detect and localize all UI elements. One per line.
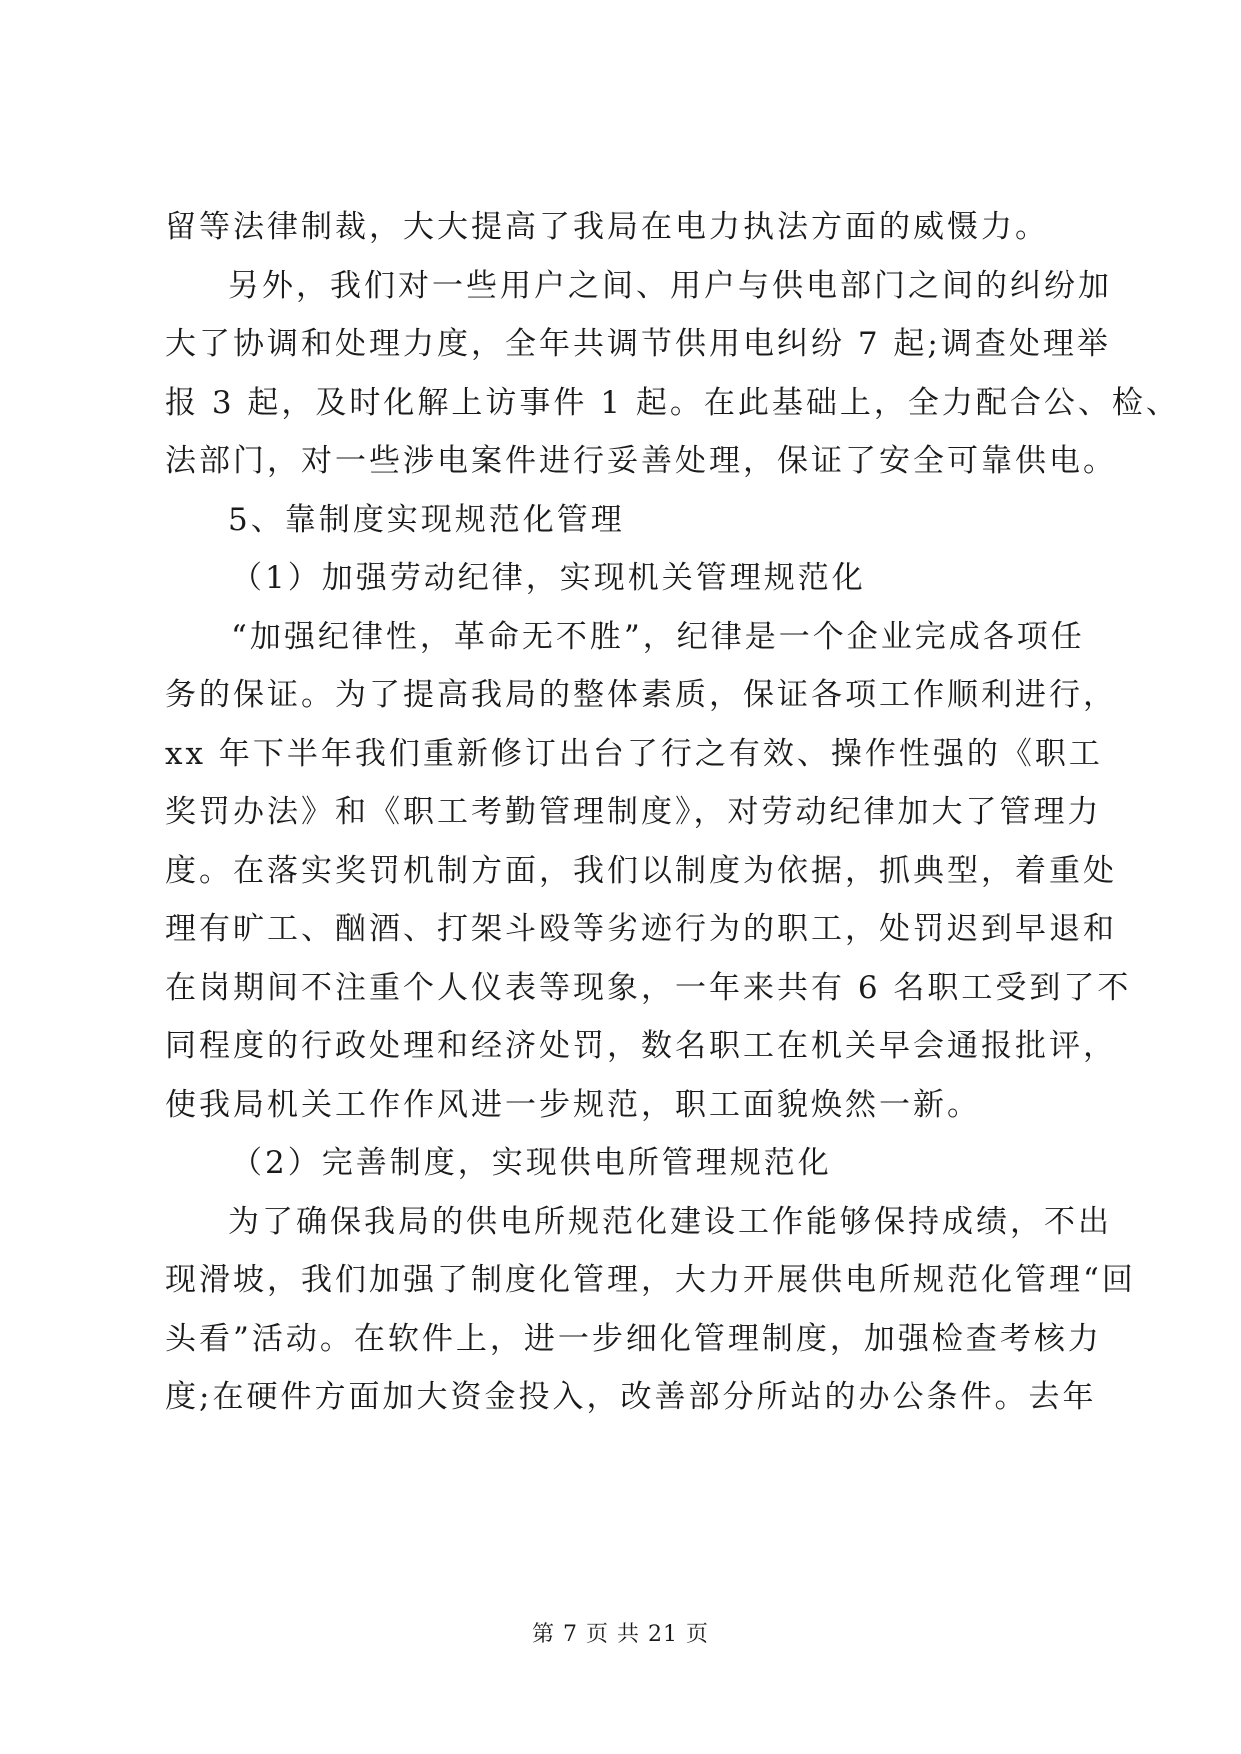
document-body	[165, 198, 1180, 1427]
text-line: 奖罚办法》和《职工考勤管理制度》，对劳动纪律加大了管理力	[165, 794, 1102, 830]
text-line: 另外，我们对一些用户之间、用户与供电部门之间的纠纷加	[228, 267, 1112, 304]
text-line: 在岗期间不注重个人仪表等现象，一年来共有 6 名职工受到了不	[165, 969, 1132, 1006]
subsection-heading: （1）加强劳动纪律，实现机关管理规范化	[231, 560, 866, 596]
text-line: 报 3 起，及时化解上访事件 1 起。在此基础上，全力配合公、检、	[165, 384, 1180, 421]
text-line: xx 年下半年我们重新修订出台了行之有效、操作性强的《职工	[165, 735, 1103, 772]
section-heading: 5、靠制度实现规范化管理	[228, 501, 625, 538]
text-line: 使我局机关工作作风进一步规范，职工面貌焕然一新。	[165, 1086, 981, 1123]
subsection-heading: （2）完善制度，实现供电所管理规范化	[231, 1145, 832, 1181]
text-line: 理有旷工、酗酒、打架斗殴等劣迹行为的职工，处罚迟到早退和	[165, 911, 1117, 947]
text-line: 头看”活动。在软件上，进一步细化管理制度，加强检查考核力	[165, 1320, 1102, 1357]
text-line: 大了协调和处理力度，全年共调节供用电纠纷 7 起;调查处理举	[165, 326, 1111, 362]
text-line: 同程度的行政处理和经济处罚，数名职工在机关早会通报批评，	[165, 1028, 1117, 1064]
text-line: 留等法律制裁，大大提高了我局在电力执法方面的威慑力。	[165, 209, 1049, 245]
text-line: 为了确保我局的供电所规范化建设工作能够保持成绩，不出	[228, 1203, 1112, 1240]
text-line: 度。在落实奖罚机制方面，我们以制度为依据，抓典型，着重处	[165, 852, 1117, 889]
text-line: 现滑坡，我们加强了制度化管理，大力开展供电所规范化管理“回	[165, 1262, 1136, 1298]
text-line: 法部门，对一些涉电案件进行妥善处理，保证了安全可靠供电。	[165, 443, 1117, 479]
text-line: “加强纪律性，革命无不胜”，纪律是一个企业完成各项任	[231, 618, 1085, 655]
page-number-footer: 第 7 页 共 21 页	[532, 1622, 709, 1647]
text-line: 务的保证。为了提高我局的整体素质，保证各项工作顺利进行，	[165, 677, 1117, 713]
text-line: 度;在硬件方面加大资金投入，改善部分所站的办公条件。去年	[165, 1379, 1097, 1415]
